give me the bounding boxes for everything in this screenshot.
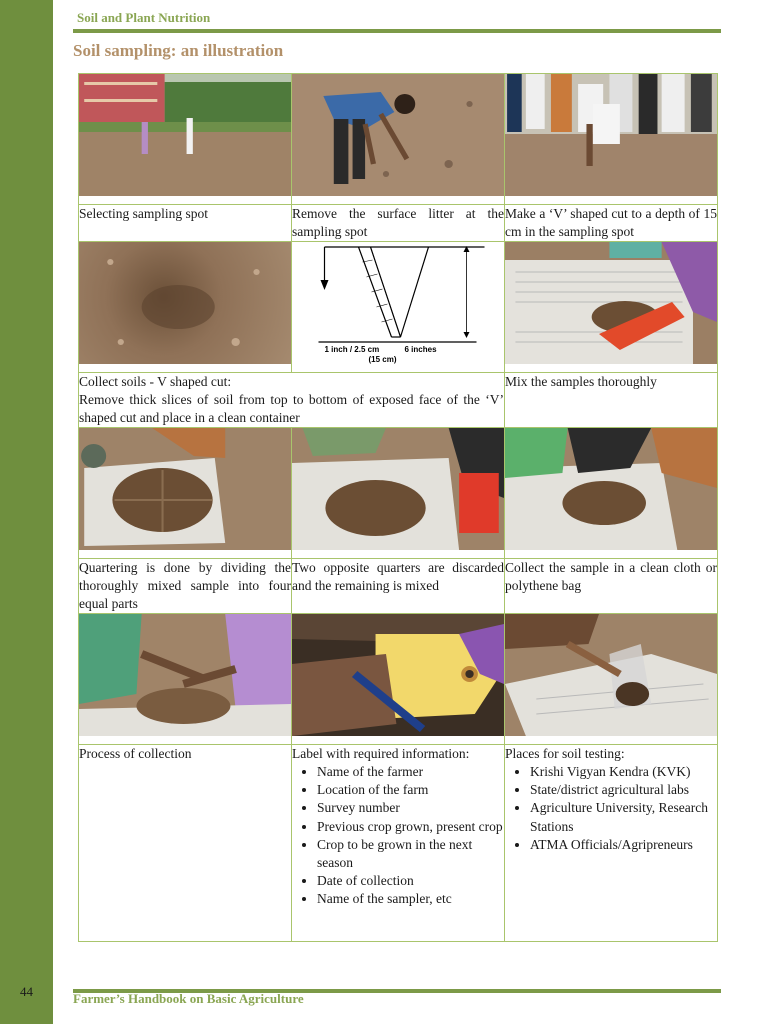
caption-row bbox=[79, 559, 718, 614]
list-item: • Name of the farmer bbox=[317, 763, 504, 781]
photo-cell bbox=[79, 74, 292, 205]
footer-book-title: Farmer’s Handbook on Basic Agriculture bbox=[73, 991, 304, 1006]
side-color-bar bbox=[0, 0, 53, 1024]
list-item: • Crop to be grown in the next season bbox=[317, 836, 504, 872]
diagram-v-cut bbox=[292, 242, 504, 364]
caption-quartering: Quartering is done by dividing the thoroughly mixed sample into four equal parts bbox=[79, 559, 292, 614]
photo-collect-bag bbox=[505, 428, 717, 550]
list-item: • Name of the sampler, etc bbox=[317, 890, 504, 908]
caption-soil-testing-title: Places for soil testing: bbox=[505, 746, 625, 761]
photo-row bbox=[79, 74, 718, 205]
top-rule bbox=[73, 29, 721, 33]
running-head: Soil and Plant Nutrition bbox=[77, 10, 211, 25]
caption-v-cut: Make a ‘V’ shaped cut to a depth of 15 cm in the sampling spot bbox=[505, 205, 718, 242]
photo-process-collection bbox=[79, 614, 291, 736]
list-item: • State/district agricultural labs bbox=[530, 781, 717, 799]
caption-process-collection: Process of collection bbox=[79, 745, 292, 942]
caption-row bbox=[79, 373, 718, 428]
testing-places-list bbox=[505, 763, 717, 854]
photo-cell bbox=[505, 428, 718, 559]
list-item: • Agriculture University, Research Stations bbox=[530, 799, 717, 835]
photo-mix-samples bbox=[505, 242, 717, 364]
list-item: • Krishi Vigyan Kendra (KVK) bbox=[530, 763, 717, 781]
photo-label bbox=[292, 614, 504, 736]
list-item: • Survey number bbox=[317, 799, 504, 817]
caption-remove-litter: Remove the surface litter at the sampling spot bbox=[292, 205, 505, 242]
photo-v-cut bbox=[505, 74, 717, 196]
photo-cell bbox=[292, 428, 505, 559]
photo-discard-quarters bbox=[292, 428, 504, 550]
photo-row bbox=[79, 428, 718, 559]
caption-row bbox=[79, 745, 718, 942]
list-item: • ATMA Officials/Agripreneurs bbox=[530, 836, 717, 854]
caption-discard-quarters: Two opposite quarters are discarded and the remaining is mixed bbox=[292, 559, 505, 614]
list-item: • Location of the farm bbox=[317, 781, 504, 799]
list-item: • Date of collection bbox=[317, 872, 504, 890]
list-item: • Previous crop grown, present crop bbox=[317, 818, 504, 836]
caption-label-title: Label with required information: bbox=[292, 746, 470, 761]
photo-cell bbox=[292, 74, 505, 205]
photo-row bbox=[79, 242, 718, 373]
caption-selecting-spot: Selecting sampling spot bbox=[79, 205, 292, 242]
caption-row bbox=[79, 205, 718, 242]
photo-quartering bbox=[79, 428, 291, 550]
photo-remove-litter bbox=[292, 74, 504, 196]
diagram-width-label: 1 inch / 2.5 cm bbox=[324, 345, 380, 354]
photo-cell bbox=[505, 242, 718, 373]
caption-mix-samples: Mix the samples thoroughly bbox=[505, 373, 718, 428]
photo-cell bbox=[505, 74, 718, 205]
label-info-list bbox=[292, 763, 504, 909]
photo-cell bbox=[292, 614, 505, 745]
photo-cell bbox=[79, 428, 292, 559]
page-number: 44 bbox=[20, 984, 33, 999]
caption-collect-soil-body: Remove thick slices of soil from top to bottom of exposed face of the ‘V’ shaped cut and place in a clean container bbox=[79, 392, 504, 425]
photo-cell bbox=[292, 242, 505, 373]
caption-label bbox=[292, 745, 505, 942]
caption-collect-soil-title: Collect soils - V shaped cut: bbox=[79, 374, 232, 389]
diagram-depth-label: 6 inches bbox=[404, 345, 437, 354]
photo-collect-soil bbox=[79, 242, 291, 364]
photo-selecting-spot bbox=[79, 74, 291, 196]
illustration-table bbox=[78, 73, 718, 942]
photo-cell bbox=[505, 614, 718, 745]
diagram-depth-cm-label: (15 cm) bbox=[368, 355, 397, 364]
caption-collect-soil bbox=[79, 373, 505, 428]
caption-soil-testing bbox=[505, 745, 718, 942]
photo-cell bbox=[79, 242, 292, 373]
section-title: Soil sampling: an illustration bbox=[73, 41, 284, 60]
caption-collect-bag: Collect the sample in a clean cloth or polythene bag bbox=[505, 559, 718, 614]
photo-row bbox=[79, 614, 718, 745]
photo-soil-testing bbox=[505, 614, 717, 736]
photo-cell bbox=[79, 614, 292, 745]
